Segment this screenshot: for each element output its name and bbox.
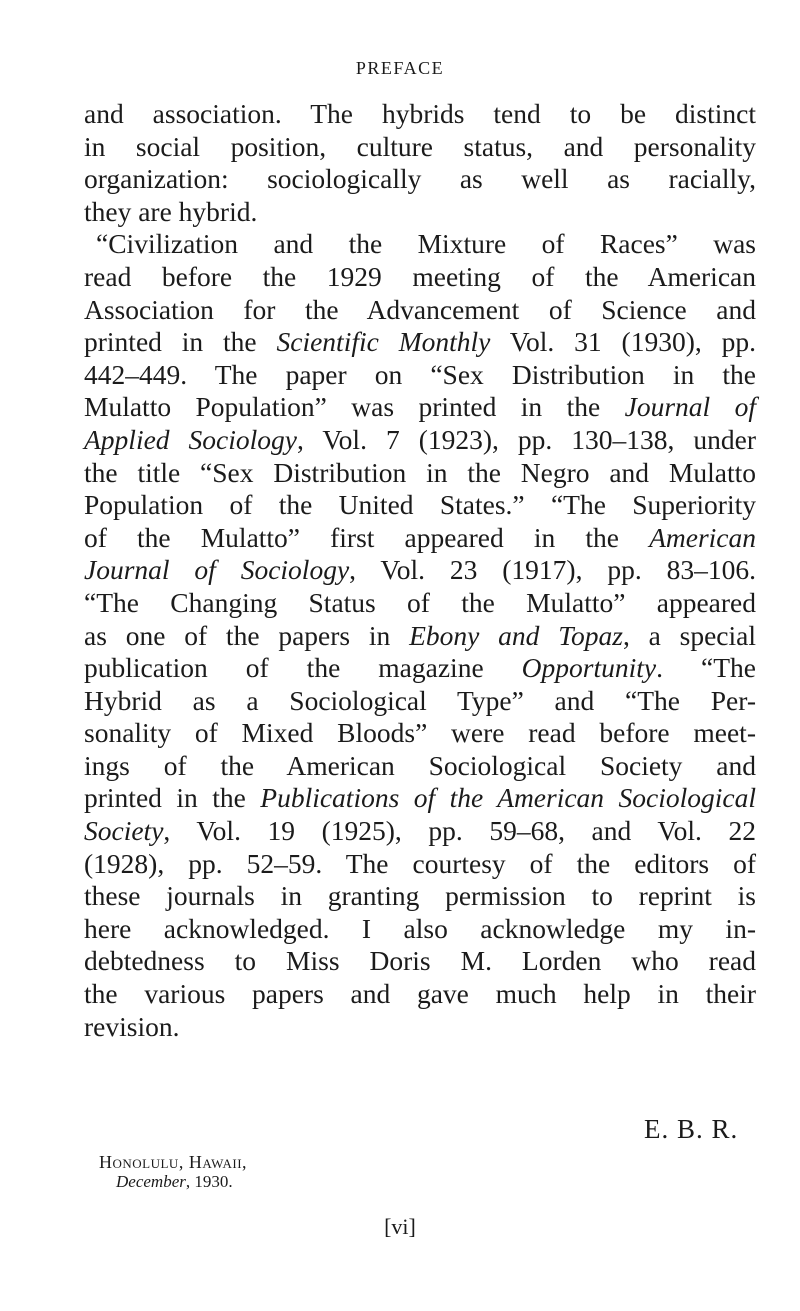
page-number: [vi] <box>384 1214 416 1239</box>
text-line <box>84 587 756 620</box>
text-line <box>84 391 756 424</box>
text-line <box>84 978 756 1011</box>
text-span: the various papers and gave much help in their <box>84 978 756 1010</box>
text-span: , Vol. 19 (1925), pp. 59–68, and Vol. 22 <box>163 815 756 847</box>
text-span: here acknowledged. I also acknowledge my in- <box>84 912 756 944</box>
text-span: revision. <box>84 1010 180 1042</box>
running-head: PREFACE <box>355 58 445 78</box>
text-line <box>84 261 756 294</box>
text-span: , Vol. 7 (1923), pp. 130–138, under <box>296 423 756 455</box>
text-span: organization: sociologically as well as racially, <box>84 163 756 195</box>
text-line <box>84 326 756 359</box>
preface-text <box>84 98 756 1043</box>
text-line <box>84 196 756 229</box>
date-month: December <box>116 1172 186 1191</box>
text-line <box>84 782 756 815</box>
text-span: of the Mulatto” first appeared in the <box>84 521 650 553</box>
text-line <box>84 880 756 913</box>
text-line <box>84 1011 756 1044</box>
text-span: printed in the <box>84 326 277 358</box>
text-line <box>84 163 756 196</box>
signature-date <box>116 1172 233 1192</box>
text-span: and association. The hybrids tend to be distinct <box>84 98 756 129</box>
text-line <box>84 457 756 490</box>
text-span: they are hybrid. <box>84 195 258 227</box>
journal-title: Journal of <box>624 391 756 423</box>
text-span: , Vol. 23 (1917), pp. 83–106. <box>349 554 756 586</box>
text-line <box>84 359 756 392</box>
text-span: sonality of Mixed Bloods” were read before meet- <box>84 717 756 749</box>
text-span: publication of the magazine <box>84 652 522 684</box>
text-span: . “The <box>656 652 756 684</box>
text-line <box>84 228 756 261</box>
text-line <box>84 294 756 327</box>
text-line <box>84 131 756 164</box>
signature-place: Honolulu, Hawaii, <box>99 1152 248 1172</box>
text-line <box>84 913 756 946</box>
text-line <box>84 522 756 555</box>
text-line <box>84 98 756 131</box>
text-span: Population of the United States.” “The Superiority <box>84 489 756 521</box>
text-line <box>84 652 756 685</box>
text-line <box>84 717 756 750</box>
journal-title: Publications of the American Sociological <box>260 782 756 814</box>
text-line <box>84 945 756 978</box>
text-span: these journals in granting permission to reprint is <box>84 880 756 912</box>
text-span: Mulatto Population” was printed in the <box>84 391 625 423</box>
text-span: the title “Sex Distribution in the Negro and Mulatto <box>84 456 756 488</box>
journal-title: American <box>649 521 756 553</box>
text-span: (1928), pp. 52–59. The courtesy of the editors of <box>84 847 756 879</box>
date-year: , 1930. <box>185 1172 233 1191</box>
journal-title: Society <box>84 815 164 847</box>
text-line <box>84 424 756 457</box>
publication-title: Ebony and Topaz <box>409 619 623 651</box>
text-line <box>84 750 756 783</box>
journal-title: Journal of Sociology <box>84 554 350 586</box>
text-span: debtedness to Miss Doris M. Lorden who read <box>84 945 756 977</box>
text-line <box>84 620 756 653</box>
journal-title: Scientific Monthly <box>276 326 491 358</box>
text-span: Association for the Advancement of Science and <box>84 293 756 325</box>
text-span: as one of the papers in <box>84 619 410 651</box>
text-span: read before the 1929 meeting of the American <box>84 260 756 292</box>
text-span: “Civilization and the Mixture of Races” was <box>96 228 756 260</box>
text-span: in social position, culture status, and personality <box>84 130 756 162</box>
author-initials: E. B. R. <box>644 1114 739 1144</box>
text-span: printed in the <box>84 782 261 814</box>
text-span: , a special <box>622 619 756 651</box>
text-span: Vol. 31 (1930), pp. <box>490 326 756 358</box>
text-line <box>84 489 756 522</box>
text-span: “The Changing Status of the Mulatto” appeared <box>84 586 756 618</box>
text-span: Hybrid as a Sociological Type” and “The Per- <box>84 684 756 716</box>
text-line <box>84 848 756 881</box>
magazine-title: Opportunity <box>521 652 657 684</box>
text-span: 442–449. The paper on “Sex Distribution in the <box>84 358 756 390</box>
journal-title: Applied Sociology <box>84 423 297 455</box>
text-span: ings of the American Sociological Society and <box>84 749 756 781</box>
text-line <box>84 685 756 718</box>
text-line <box>84 815 756 848</box>
text-line <box>84 554 756 587</box>
